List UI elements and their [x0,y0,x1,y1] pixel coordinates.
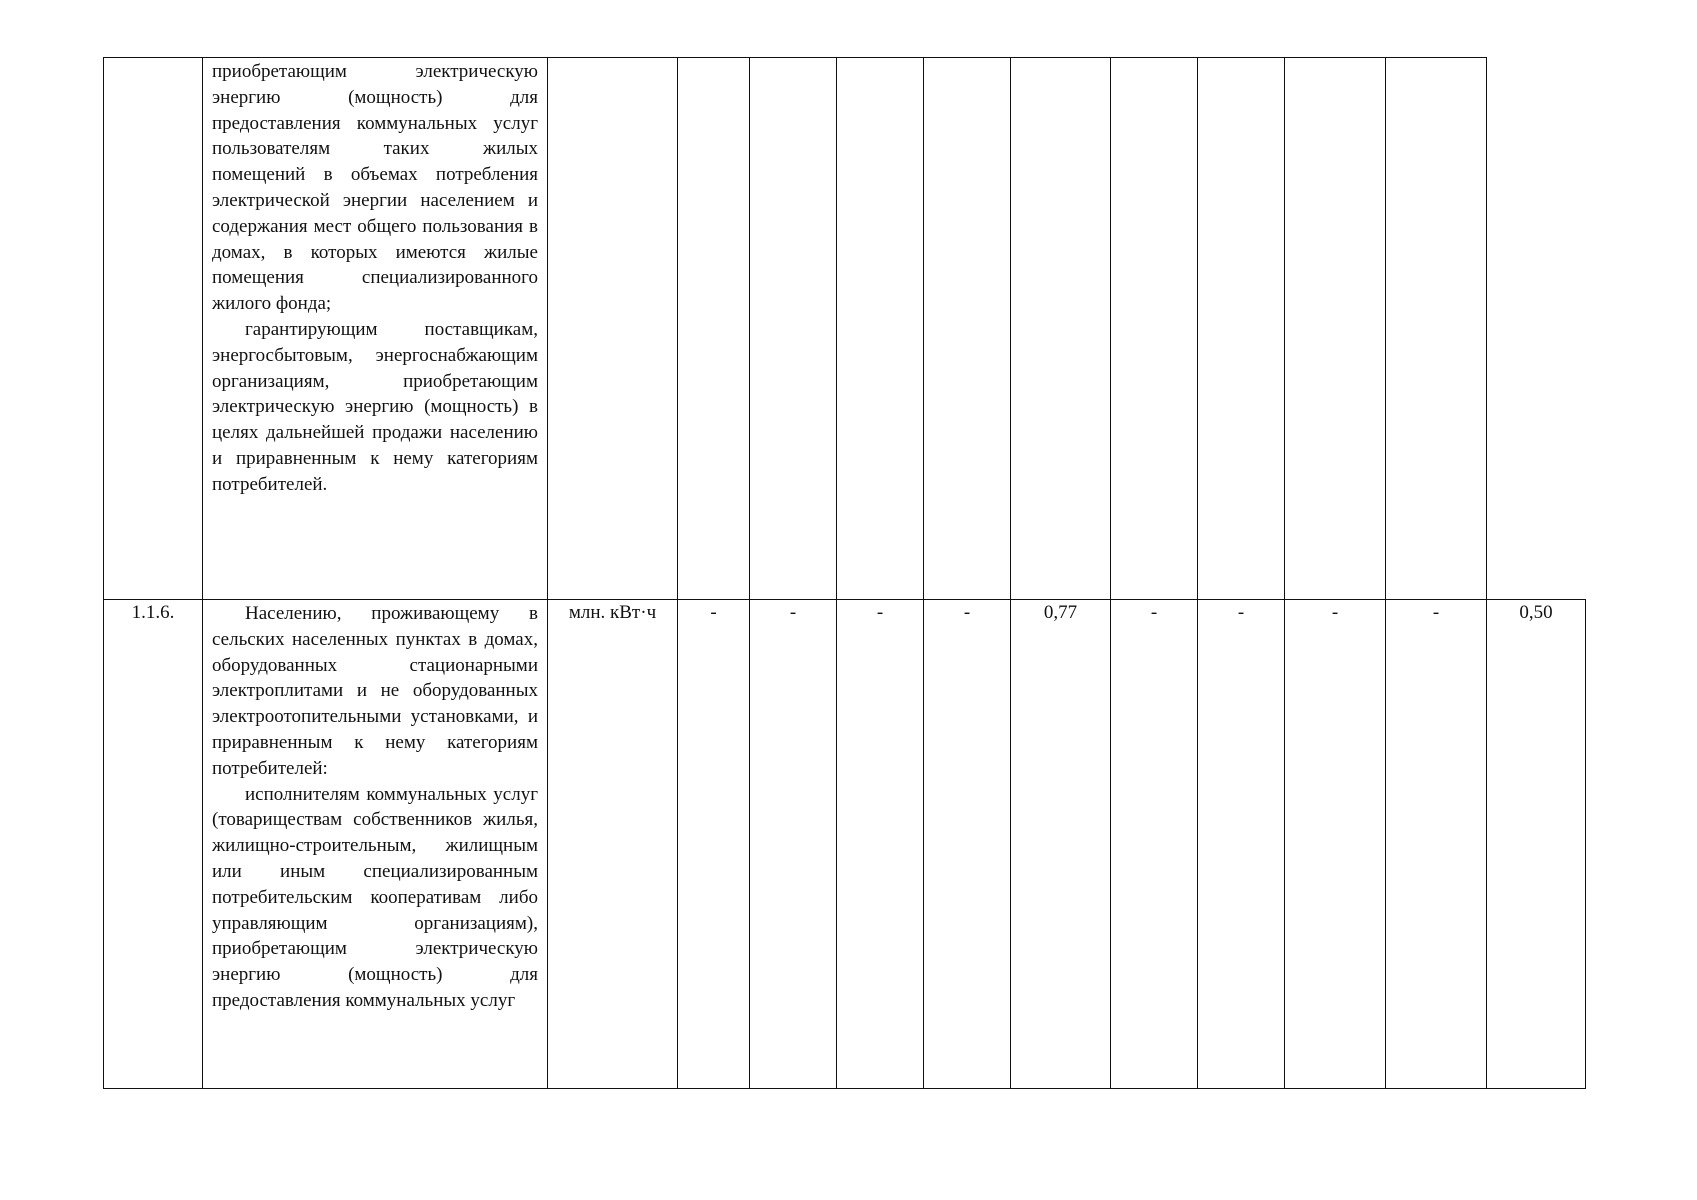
row-value [750,58,837,600]
row-description [203,600,548,1089]
row-number: 1.1.6. [104,600,203,1089]
row-value: 0,50 [1487,600,1586,1089]
row-value [837,58,924,600]
row-value [1198,58,1285,600]
row-value: - [1111,600,1198,1089]
row-value [1011,58,1111,600]
description-paragraph: гарантирующим поставщикам, энергосбытовым, энергоснабжающим организациям, приобретающим электрическую энергию (мощность) в целях дальнейшей продажи населению и приравненным к нему категориям потребителей. [212,318,538,495]
row-value [1111,58,1198,600]
table-row [104,58,1586,600]
row-unit [548,58,678,600]
row-unit: млн. кВт·ч [548,600,678,1089]
description-paragraph: приобретающим электрическую энергию (мощность) для предоставления коммунальных услуг пользователям таких жилых помещений в объемах потребления электрической энергии населением и содержания мест общего пользования в домах, в которых имеются жилые помещения специализированного жилого фонда; [212,61,538,315]
row-number [104,58,203,600]
row-value: 0,77 [1011,600,1111,1089]
row-value: - [837,600,924,1089]
tariff-table [103,57,1586,1089]
row-description [203,58,548,600]
table-row [104,600,1586,1089]
row-value: - [924,600,1011,1089]
row-value: - [1386,600,1487,1089]
row-value [924,58,1011,600]
description-paragraph: Населению, проживающему в сельских населенных пунктах в домах, оборудованных стационарными электроплитами и не оборудованных электроотопительными установками, и приравненным к нему категориям потребителей: [212,603,538,779]
row-value [678,58,750,600]
row-value: - [678,600,750,1089]
row-value: - [750,600,837,1089]
row-value [1285,58,1386,600]
row-value: - [1285,600,1386,1089]
row-value: - [1198,600,1285,1089]
description-paragraph: исполнителям коммунальных услуг (товариществам собственников жилья, жилищно-строительным, жилищным или иным специализированным потребительским кооперативам либо управляющим организациям), приобретающим электрическую энергию (мощность) для предоставления коммунальных услуг [212,783,538,1011]
row-value [1386,58,1487,600]
